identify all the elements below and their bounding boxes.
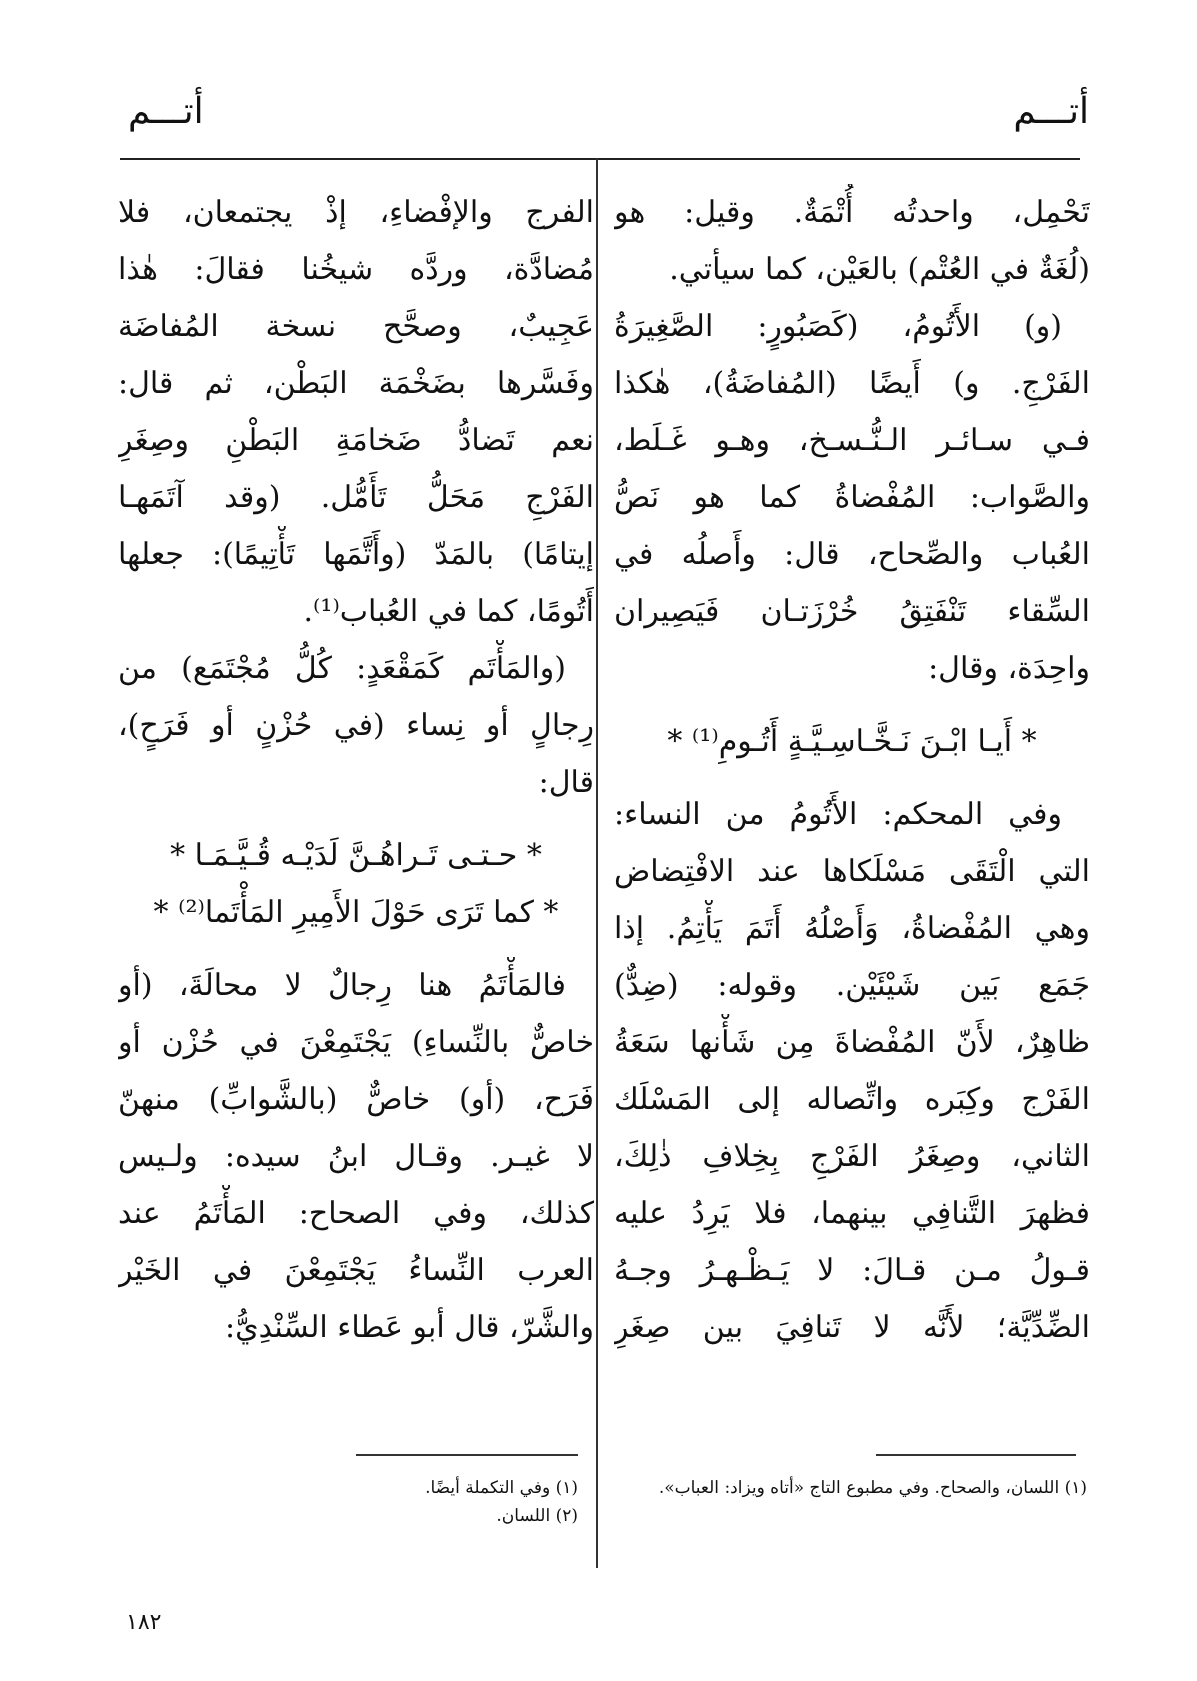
text-line: مُضادَّة، وردَّه شيخُنا فقالَ: هٰذا	[118, 252, 594, 287]
text-line: فالمَأْتَمُ هنا رِجالٌ لا محالَةَ، (أو	[118, 968, 566, 1003]
text-line: والصَّواب: المُفْضاةُ كما هو نَصُّ	[614, 480, 1090, 515]
text-line: ظاهِرٌ، لأَنّ المُفْضاةَ مِن شَأْنها سَعَةُ	[614, 1025, 1090, 1060]
footnote-text: (١) اللسان، والصحاح. وفي مطبوع التاج «أتاه ويزاد: العباب».	[658, 1478, 1087, 1498]
text-line: فظهرَ التَّنافِي بينهما، فلا يَرِدُ عليه	[614, 1196, 1090, 1231]
text-line: واحِدَة، وقال:	[928, 651, 1090, 686]
text-line: الفَرْجِ مَحَلُّ تَأَمُّل. (وقد آتَمَهـا	[118, 480, 594, 515]
text-line: كذلك، وفي الصحاح: المَأْتَمُ عند	[118, 1196, 594, 1231]
text-line: الفرج والإفْضاءِ، إذْ يجتمعان، فلا	[118, 195, 594, 230]
text-line: التي الْتَقَى مَسْلَكاها عند الافْتِضاض	[614, 854, 1090, 889]
footnotes-left	[118, 1474, 578, 1530]
text-line: نعم تَضادُّ ضَخامَةِ البَطْنِ وصِغَرِ	[118, 423, 594, 458]
footnote-rule-right	[876, 1454, 1076, 1456]
right-column	[614, 184, 1090, 1356]
verse-line: * حـتـى تَـراهُـنَّ لَدَيْـه قُـيَّـمَـا *	[170, 838, 542, 873]
footnote-rule-left	[356, 1454, 578, 1456]
text-line: العرب النِّساءُ يَجْتَمِعْنَ في الخَيْر	[118, 1253, 594, 1288]
text-line: الثاني، وصِغَرُ الفَرْجِ بِخِلافِ ذٰلِكَ،	[614, 1139, 1090, 1174]
text-line: إيتامًا) بالمَدّ (وأَتَّمَها تَأْتِيمًا): جعلها	[118, 537, 594, 572]
text-line: قـولُ مـن قـالَ: لا يَـظْـهـرُ وجـهُ	[614, 1253, 1090, 1288]
running-head-left: أتـــم	[128, 91, 204, 132]
text-line: فَرَح، (أو) خاصٌّ (بالشَّوابِّ) منهنّ	[118, 1082, 594, 1117]
text-line: خاصٌّ بالنِّساءِ) يَجْتَمِعْنَ في حُزْن أو	[118, 1025, 594, 1060]
column-divider	[596, 158, 598, 1568]
text-line: أَتُومًا، كما في العُباب⁽¹⁾.	[303, 594, 594, 629]
header-rule	[120, 158, 1080, 160]
footnote-text: (١) وفي التكملة أيضًا.	[425, 1478, 578, 1498]
text-line: لا غيـر. وقـال ابنُ سيده: ولـيس	[118, 1139, 594, 1174]
text-line: تَحْمِل، واحدتُه أُتْمَةٌ. وقيل: هو	[614, 195, 1090, 230]
text-line: رِجالٍ أو نِساء (في حُزْنٍ أو فَرَحٍ)،	[118, 708, 594, 743]
text-line: الفَرْج وكِبَره واتِّصاله إلى المَسْلَك	[614, 1082, 1090, 1117]
running-head-right: أتـــم	[1013, 91, 1089, 132]
text-line: السِّقاء تَنْفَتِقُ خُرْزَتـان فَيَصِيران	[614, 594, 1090, 629]
text-line: الضِّدِّيَّة؛ لأَنَّه لا تَنافِيَ بين صِغَرِ	[614, 1310, 1090, 1345]
text-line: (والمَأْتَم كَمَقْعَدٍ: كُلُّ مُجْتَمَع) من	[118, 651, 566, 686]
verse-line: * كما تَرَى حَوْلَ الأَمِيرِ المَأْتَما⁽²⁾ *	[153, 895, 559, 930]
text-line: الفَرْجِ. و) أَيضًا (المُفاضَةُ)، هٰكذا	[614, 366, 1090, 401]
left-column	[118, 184, 594, 1356]
text-line: وهي المُفْضاةُ، وَأَصْلُهُ أَتَمَ يَأْتِمُ. إذا	[614, 911, 1090, 946]
text-line: جَمَع بَين شَيْئَيْن. وقوله: (ضِدٌّ)	[614, 968, 1090, 1003]
text-line: وفَسَّرها بضَخْمَة البَطْن، ثم قال:	[118, 366, 594, 401]
text-line: قال:	[538, 765, 594, 800]
text-line: (لُغَةٌ في العُتْم) بالعَيْن، كما سيأتي.	[669, 252, 1090, 287]
text-line: وفي المحكم: الأَتُومُ من النساء:	[614, 797, 1062, 832]
text-line: (و) الأَتُومُ، (كَصَبُورٍ: الصَّغِيرَةُ	[614, 309, 1062, 344]
text-line: والشَّرّ، قال أبو عَطاء السِّنْدِيُّ:	[225, 1310, 594, 1345]
text-line: عَجِيبٌ، وصحَّح نسخة المُفاضَة	[118, 309, 594, 344]
verse-line: * أَيـا ابْـنَ نَـخَّـاسِـيَّـةٍ أَتُـومِ⁽¹⁾ *	[667, 724, 1037, 759]
footnote-right	[621, 1474, 1087, 1502]
page-number: ١٨٢	[126, 1610, 162, 1635]
text-line: فـي سـائـر الـنُّـسـخ، وهـو غَـلَط،	[614, 423, 1090, 458]
text-line: العُباب والصِّحاح، قال: وأَصلُه في	[614, 537, 1090, 572]
footnote-text: (٢) اللسان.	[496, 1506, 578, 1526]
